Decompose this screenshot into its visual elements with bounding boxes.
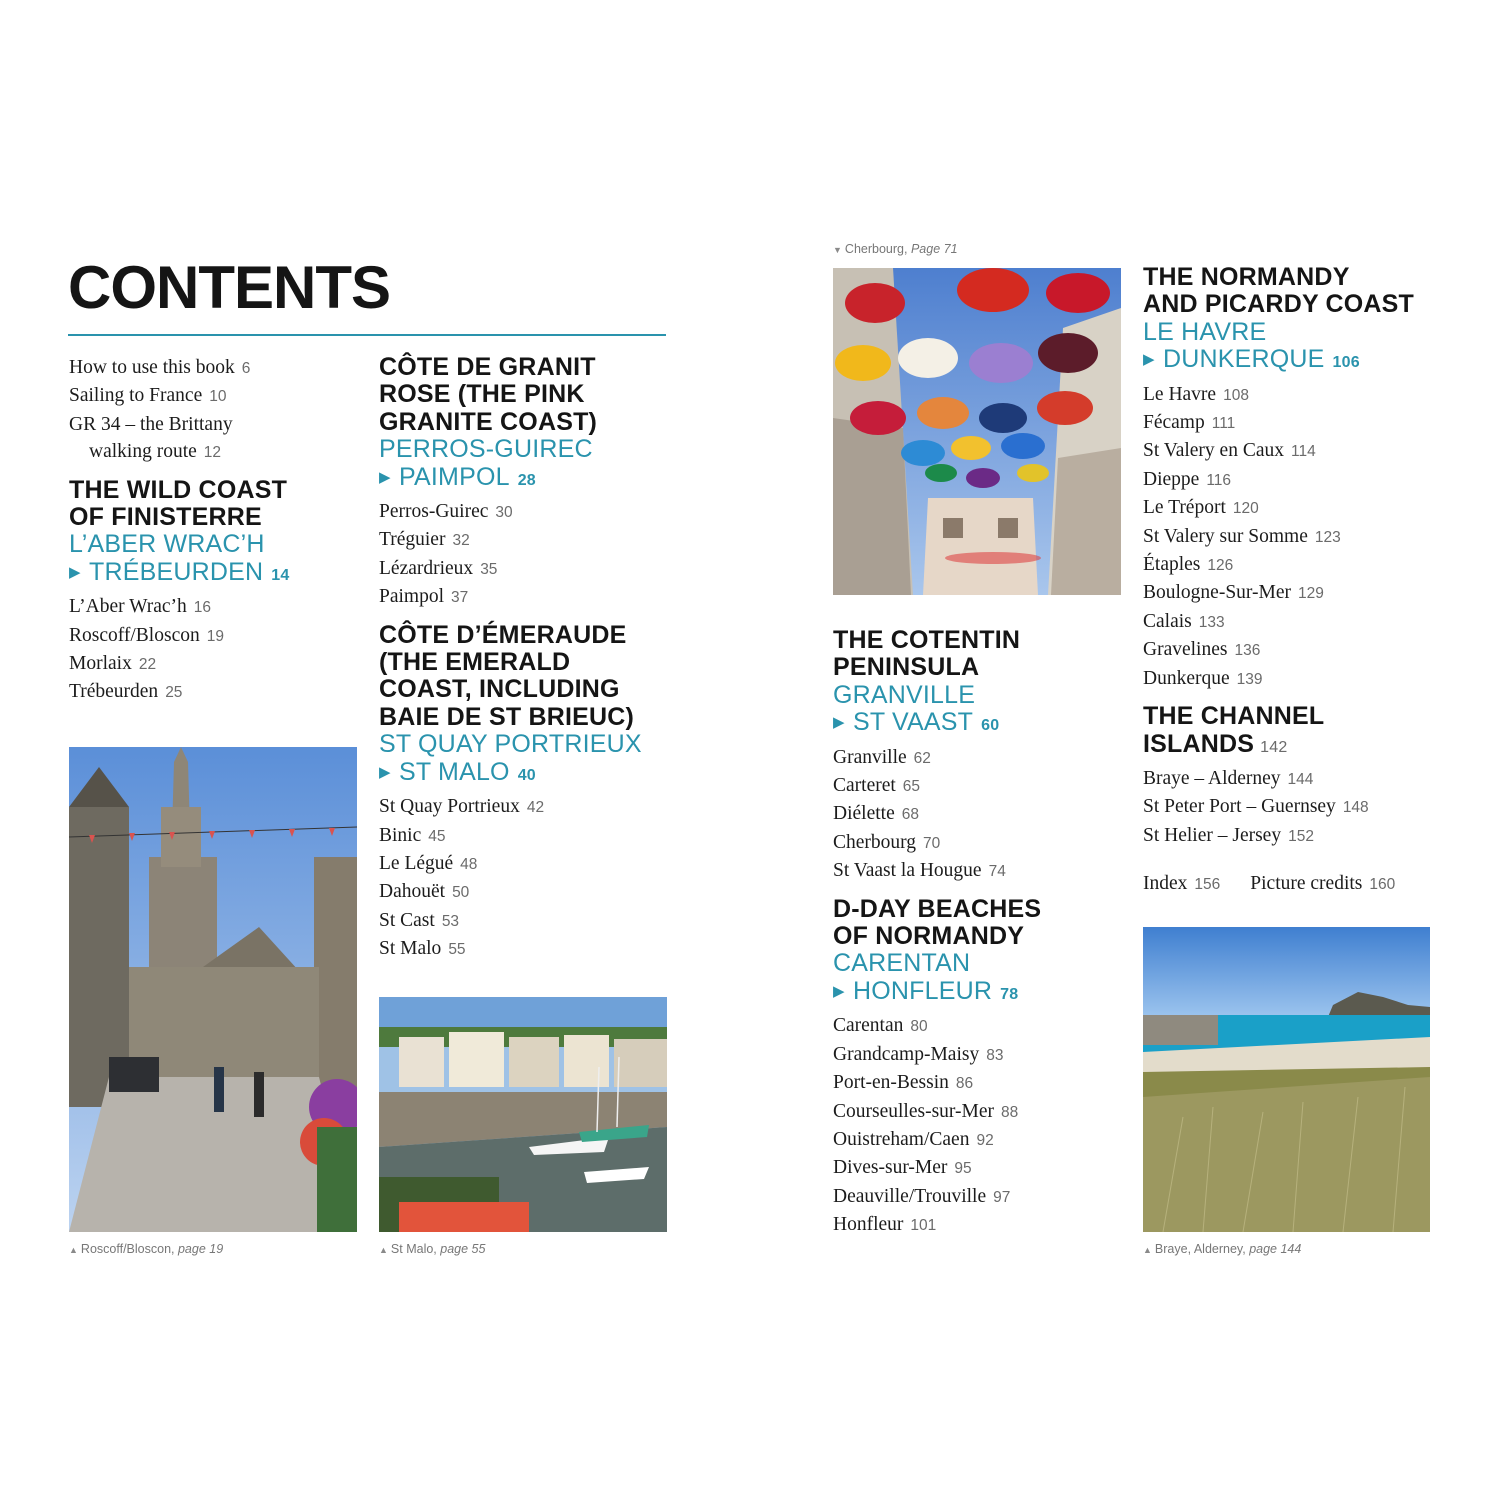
list-item[interactable]: Tréguier 32	[379, 529, 470, 551]
list-item[interactable]: Le Havre 108	[1143, 383, 1249, 405]
list-item[interactable]: Grandcamp-Maisy 83	[833, 1043, 1004, 1065]
title-rule	[68, 334, 666, 336]
list-item[interactable]: Dahouët 50	[379, 881, 470, 903]
list-item[interactable]: Le Légué 48	[379, 852, 478, 874]
section-title: THE CHANNEL	[1143, 702, 1325, 731]
section-channel-islands	[1143, 703, 1443, 850]
list-item[interactable]: St Valery sur Somme 123	[1143, 525, 1341, 547]
section-route[interactable]: CARENTAN	[833, 949, 971, 978]
section-route[interactable]: ▶ ST VAAST 60	[833, 708, 1000, 737]
list-item[interactable]: Le Tréport 120	[1143, 497, 1259, 519]
list-item[interactable]: Binic 45	[379, 824, 446, 846]
list-item[interactable]: St Quay Portrieux 42	[379, 796, 545, 818]
section-title: GRANITE COAST)	[379, 407, 598, 436]
list-item[interactable]: Deauville/Trouville 97	[833, 1185, 1011, 1207]
section-route[interactable]: ▶ HONFLEUR 78	[833, 976, 1019, 1005]
contents-column-3	[833, 627, 1123, 1240]
list-item[interactable]: Calais 133	[1143, 610, 1225, 632]
picture-credits-link[interactable]: Picture credits 160	[1250, 873, 1396, 895]
list-item[interactable]: St Vaast la Hougue 74	[833, 860, 1006, 882]
section-title: ROSE (THE PINK	[379, 380, 585, 409]
section-dday	[833, 896, 1123, 1240]
photo-st-malo-harbour	[379, 997, 667, 1232]
section-route[interactable]: ▶ DUNKERQUE 106	[1143, 345, 1360, 374]
section-emeraude	[379, 622, 669, 964]
list-item[interactable]: Carteret 65	[833, 775, 921, 797]
list-item[interactable]: Braye – Alderney 144	[1143, 767, 1314, 789]
photo-caption-st-malo: ▲ St Malo, page 55	[379, 1242, 486, 1256]
section-title: CÔTE D’ÉMERAUDE	[379, 620, 627, 649]
list-item[interactable]: Dives-sur-Mer 95	[833, 1157, 972, 1179]
list-item[interactable]: Diélette 68	[833, 803, 919, 825]
list-item[interactable]: Honfleur 101	[833, 1214, 937, 1236]
section-route[interactable]: GRANVILLE	[833, 680, 976, 709]
list-item[interactable]: Sailing to France 10	[69, 385, 227, 407]
list-item[interactable]: L’Aber Wrac’h 16	[69, 596, 212, 618]
photo-roscoff-street	[69, 747, 357, 1232]
photo-caption-roscoff: ▲ Roscoff/Bloscon, page 19	[69, 1242, 224, 1256]
section-title: (THE EMERALD	[379, 648, 571, 677]
section-route[interactable]: ST QUAY PORTRIEUX	[379, 730, 642, 759]
list-item[interactable]: Dieppe 116	[1143, 468, 1232, 490]
photo-caption-braye: ▲ Braye, Alderney, page 144	[1143, 1242, 1302, 1256]
contents-column-1	[69, 354, 359, 707]
section-route[interactable]: L’ABER WRAC’H	[69, 530, 265, 559]
section-normandy-picardy	[1143, 264, 1443, 693]
list-item[interactable]: Roscoff/Bloscon 19	[69, 624, 224, 646]
list-item[interactable]: Gravelines 136	[1143, 639, 1261, 661]
list-item[interactable]: Paimpol 37	[379, 586, 469, 608]
list-item[interactable]: Fécamp 111	[1143, 412, 1236, 434]
index-link[interactable]: Index 156	[1143, 873, 1221, 895]
list-item[interactable]: GR 34 – the Brittany	[69, 413, 233, 435]
section-title: THE NORMANDY	[1143, 263, 1350, 291]
section-route[interactable]: ▶ TRÉBEURDEN 14	[69, 557, 290, 586]
list-item[interactable]: Perros-Guirec 30	[379, 501, 513, 523]
section-granit-rose	[379, 354, 669, 612]
list-item[interactable]: How to use this book 6	[69, 357, 251, 378]
photo-cherbourg-umbrellas	[833, 268, 1121, 595]
section-title: COAST, INCLUDING	[379, 675, 620, 704]
back-matter	[1143, 870, 1443, 898]
list-item[interactable]: Port-en-Bessin 86	[833, 1072, 974, 1094]
photo-braye-alderney	[1143, 927, 1430, 1232]
list-item[interactable]: walking route 12	[89, 441, 222, 463]
section-route[interactable]: LE HAVRE	[1143, 317, 1267, 346]
list-item[interactable]: St Cast 53	[379, 909, 460, 931]
contents-column-4	[1143, 264, 1443, 898]
list-item[interactable]: St Malo 55	[379, 938, 466, 960]
section-title: CÔTE DE GRANIT	[379, 353, 596, 381]
contents-column-2	[379, 354, 669, 964]
list-item[interactable]: Cherbourg 70	[833, 831, 941, 853]
list-item[interactable]: St Peter Port – Guernsey 148	[1143, 796, 1369, 818]
section-title: D-DAY BEACHES	[833, 894, 1042, 923]
section-title: OF FINISTERRE	[69, 503, 262, 532]
section-title: AND PICARDY COAST	[1143, 290, 1415, 319]
section-title[interactable]: ISLANDS 142	[1143, 729, 1288, 758]
list-item[interactable]: Boulogne-Sur-Mer 129	[1143, 582, 1324, 604]
list-item[interactable]: St Helier – Jersey 152	[1143, 824, 1314, 846]
page-title: CONTENTS	[68, 254, 390, 321]
list-item[interactable]: Dunkerque 139	[1143, 667, 1263, 689]
section-title: THE COTENTIN	[833, 626, 1021, 654]
section-title: BAIE DE ST BRIEUC)	[379, 702, 635, 731]
photo-caption-cherbourg: ▼ Cherbourg, Page 71	[833, 242, 958, 256]
section-title: OF NORMANDY	[833, 922, 1025, 951]
list-item[interactable]: Étaples 126	[1143, 554, 1234, 576]
list-item[interactable]: Lézardrieux 35	[379, 557, 498, 579]
section-wild-coast	[69, 477, 359, 707]
section-title: THE WILD COAST	[69, 475, 288, 504]
list-item[interactable]: Granville 62	[833, 746, 931, 768]
list-item[interactable]: Morlaix 22	[69, 653, 157, 675]
list-item[interactable]: St Valery en Caux 114	[1143, 440, 1316, 462]
section-route[interactable]: ▶ ST MALO 40	[379, 757, 536, 786]
section-cotentin	[833, 627, 1123, 886]
list-item[interactable]: Ouistreham/Caen 92	[833, 1128, 994, 1150]
section-route[interactable]: PERROS-GUIREC	[379, 435, 593, 464]
section-route[interactable]: ▶ PAIMPOL 28	[379, 462, 536, 491]
list-item[interactable]: Trébeurden 25	[69, 681, 183, 703]
section-title: PENINSULA	[833, 653, 980, 682]
list-item[interactable]: Courseulles-sur-Mer 88	[833, 1100, 1019, 1122]
list-item[interactable]: Carentan 80	[833, 1015, 928, 1037]
